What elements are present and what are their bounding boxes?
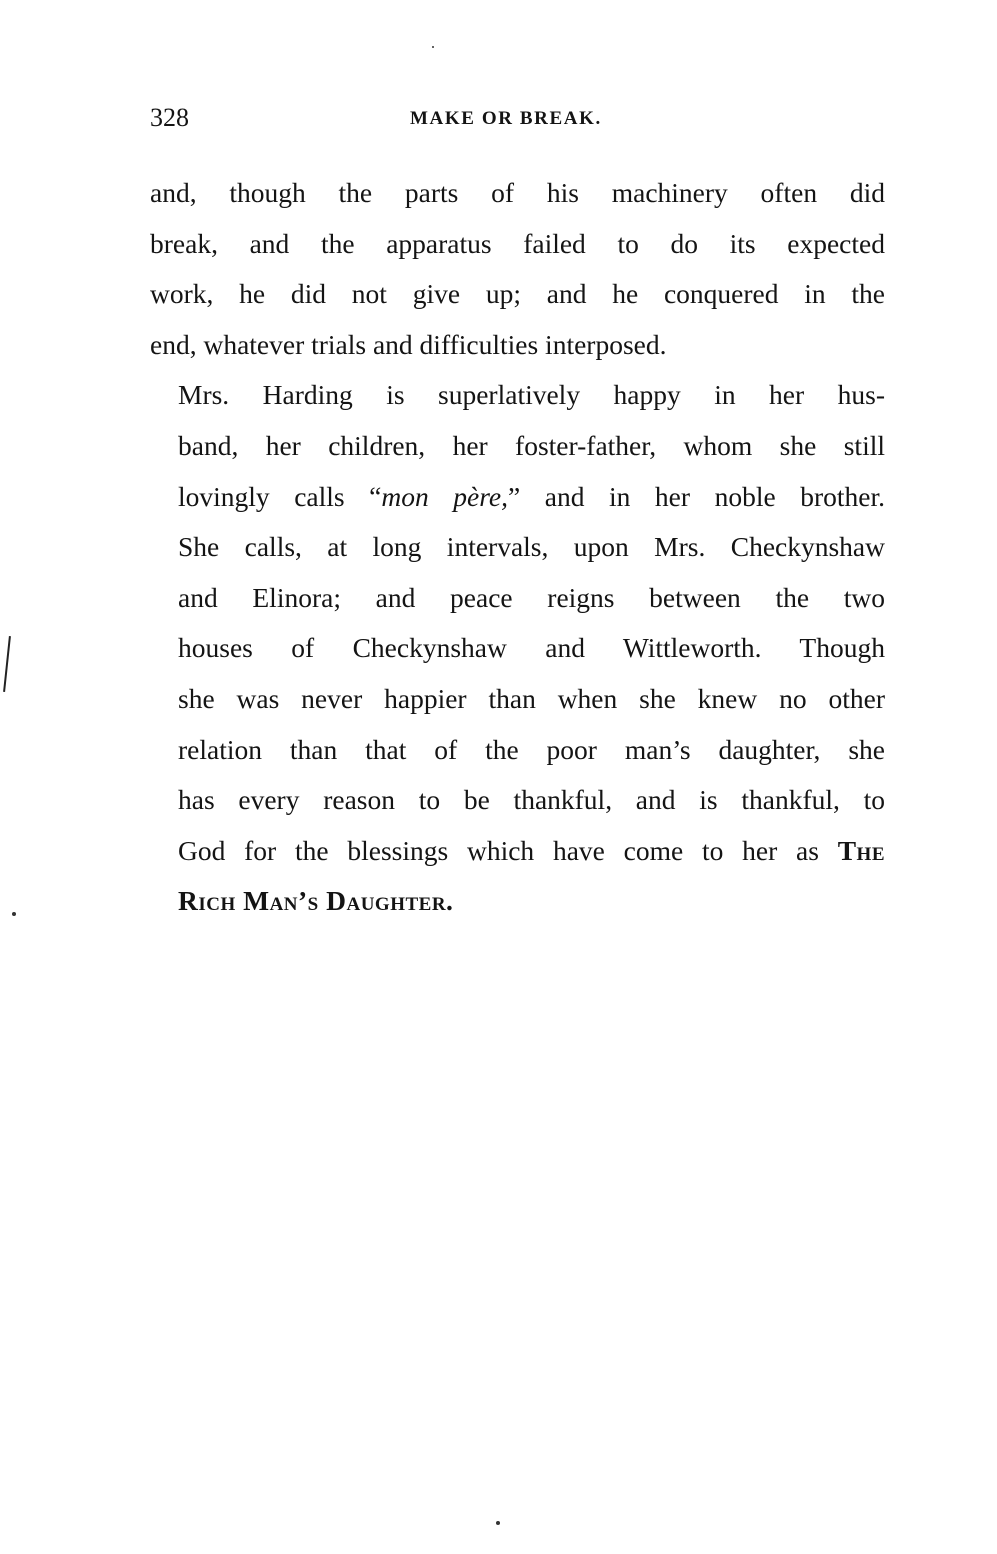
paragraph-1: [150, 168, 885, 370]
book-title-smallcaps: Rich Man’s Daughter.: [178, 885, 454, 917]
text-segment: ” and in her noble brother.: [508, 480, 886, 512]
text-segment: God for the blessings which have come to her as: [178, 834, 838, 866]
page-number: 328: [150, 103, 189, 132]
text-line: and, though the parts of his machinery often did: [150, 177, 885, 208]
scan-speck: [432, 46, 434, 48]
text-line: She calls, at long intervals, upon Mrs. Checkynshaw: [178, 531, 885, 563]
book-title-smallcaps: The: [837, 834, 885, 866]
text-line: relation than that of the poor man’s daughter, she: [178, 733, 885, 765]
text-line: end, whatever trials and difficulties interposed.: [150, 328, 667, 360]
text-line: band, her children, her foster-father, whom she still: [178, 429, 885, 461]
text-line-with-italic: [150, 472, 885, 523]
text-line: has every reason to be thankful, and is thankful, to: [178, 784, 885, 816]
text-segment: lovingly calls “: [178, 480, 382, 512]
body-text: [150, 168, 885, 927]
paragraph-2: [150, 370, 885, 927]
scan-speck: [496, 1521, 500, 1525]
text-line: she was never happier than when she knew no other: [178, 682, 885, 714]
text-line-smallcaps: [150, 876, 885, 927]
text-line-with-smallcaps: [150, 826, 885, 877]
italic-phrase: mon père,: [381, 480, 508, 512]
text-line: break, and the apparatus failed to do its expected: [150, 227, 885, 259]
text-line: work, he did not give up; and he conquered in the: [150, 278, 885, 310]
text-line: houses of Checkynshaw and Wittleworth. Though: [178, 632, 885, 664]
running-head: [150, 100, 885, 140]
margin-pencil-mark: [3, 636, 11, 692]
scan-speck: [12, 912, 16, 916]
text-line: Mrs. Harding is superlatively happy in her hus-: [178, 379, 885, 411]
text-line: and Elinora; and peace reigns between the two: [178, 581, 885, 613]
running-title: MAKE OR BREAK.: [410, 108, 602, 129]
